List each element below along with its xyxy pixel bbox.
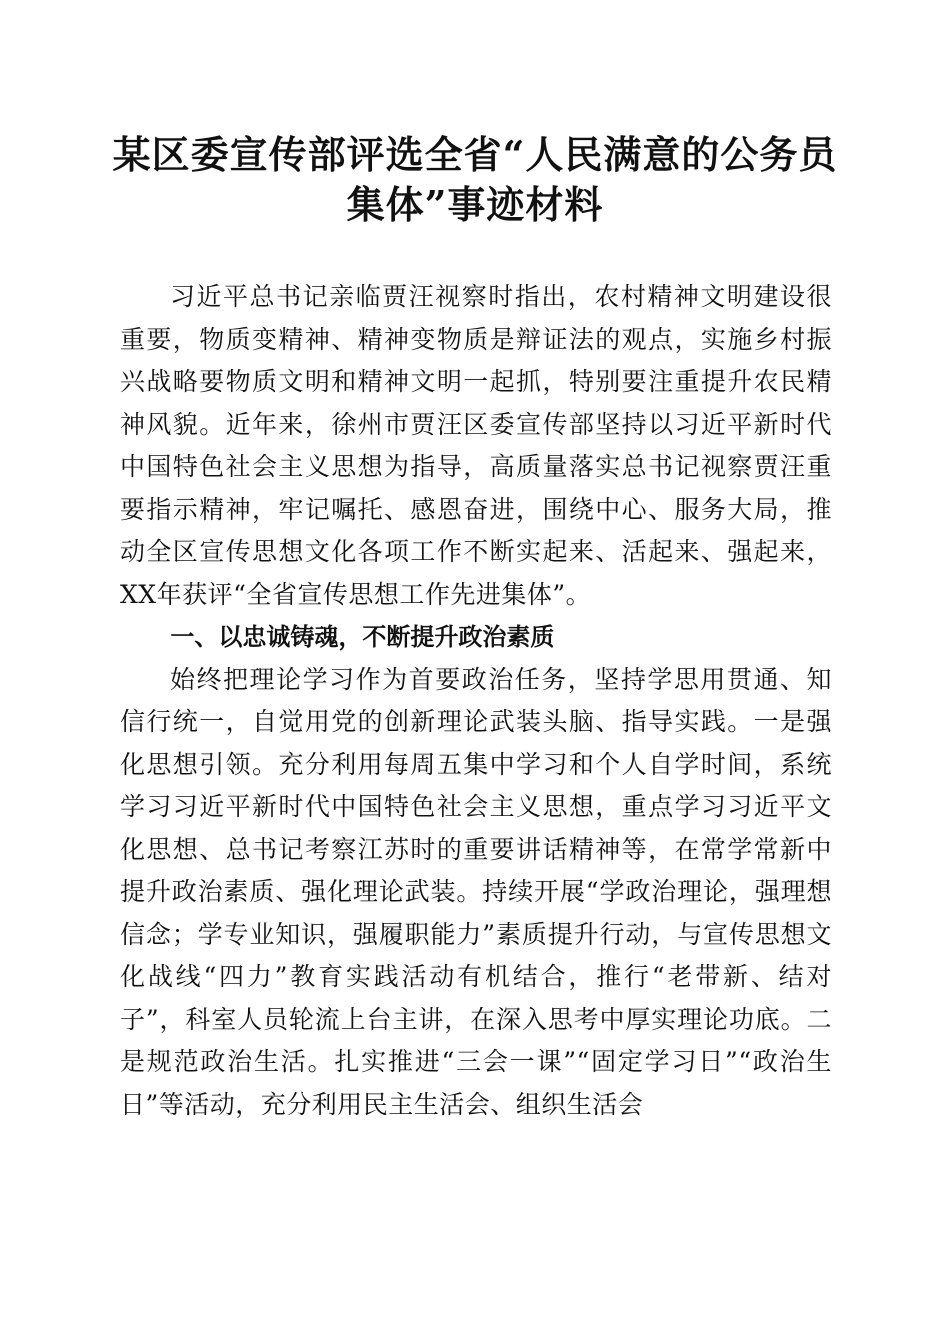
document-title: 某区委宣传部评选全省“人民满意的公务员集体”事迹材料 xyxy=(112,132,838,227)
section-paragraph: 始终把理论学习作为首要政治任务，坚持学思用贯通、知信行统一，自觉用党的创新理论武装头脑、指导实践。一是强化思想引领。充分利用每周五集中学习和个人自学时间，系统学习习近平新时代中国特色社会主义思想，重点学习习近平文化思想、总书记考察江苏时的重要讲话精神等，在常学常新中提升政治素质、强化理论武装。持续开展“学政治理论，强理想信念；学专业知识，强履职能力”素质提升行动，与宣传思想文化战线“四力”教育实践活动有机结合，推行“老带新、结对子”，科室人员轮流上台主讲，在深入思考中厚实理论功底。二是规范政治生活。扎实推进“三会一课”“固定学习日”“政治生日”等活动，充分利用民主生活会、组织生活会 xyxy=(120,664,832,1119)
intro-paragraph: 习近平总书记亲临贾汪视察时指出，农村精神文明建设很重要，物质变精神、精神变物质是辩证法的观点，实施乡村振兴战略要物质文明和精神文明一起抓，特别要注重提升农民精神风貌。近年来，徐州市贾汪区委宣传部坚持以习近平新时代中国特色社会主义思想为指导，高质量落实总书记视察贾汪重要指示精神，牢记嘱托、感恩奋进，围绕中心、服务大局，推动全区宣传思想文化各项工作不断实起来、活起来、强起来，XX年获评“全省宣传思想工作先进集体”。 xyxy=(120,282,832,609)
document-body xyxy=(120,276,832,1126)
section-heading: 一、以忠诚铸魂，不断提升政治素质 xyxy=(170,623,555,651)
